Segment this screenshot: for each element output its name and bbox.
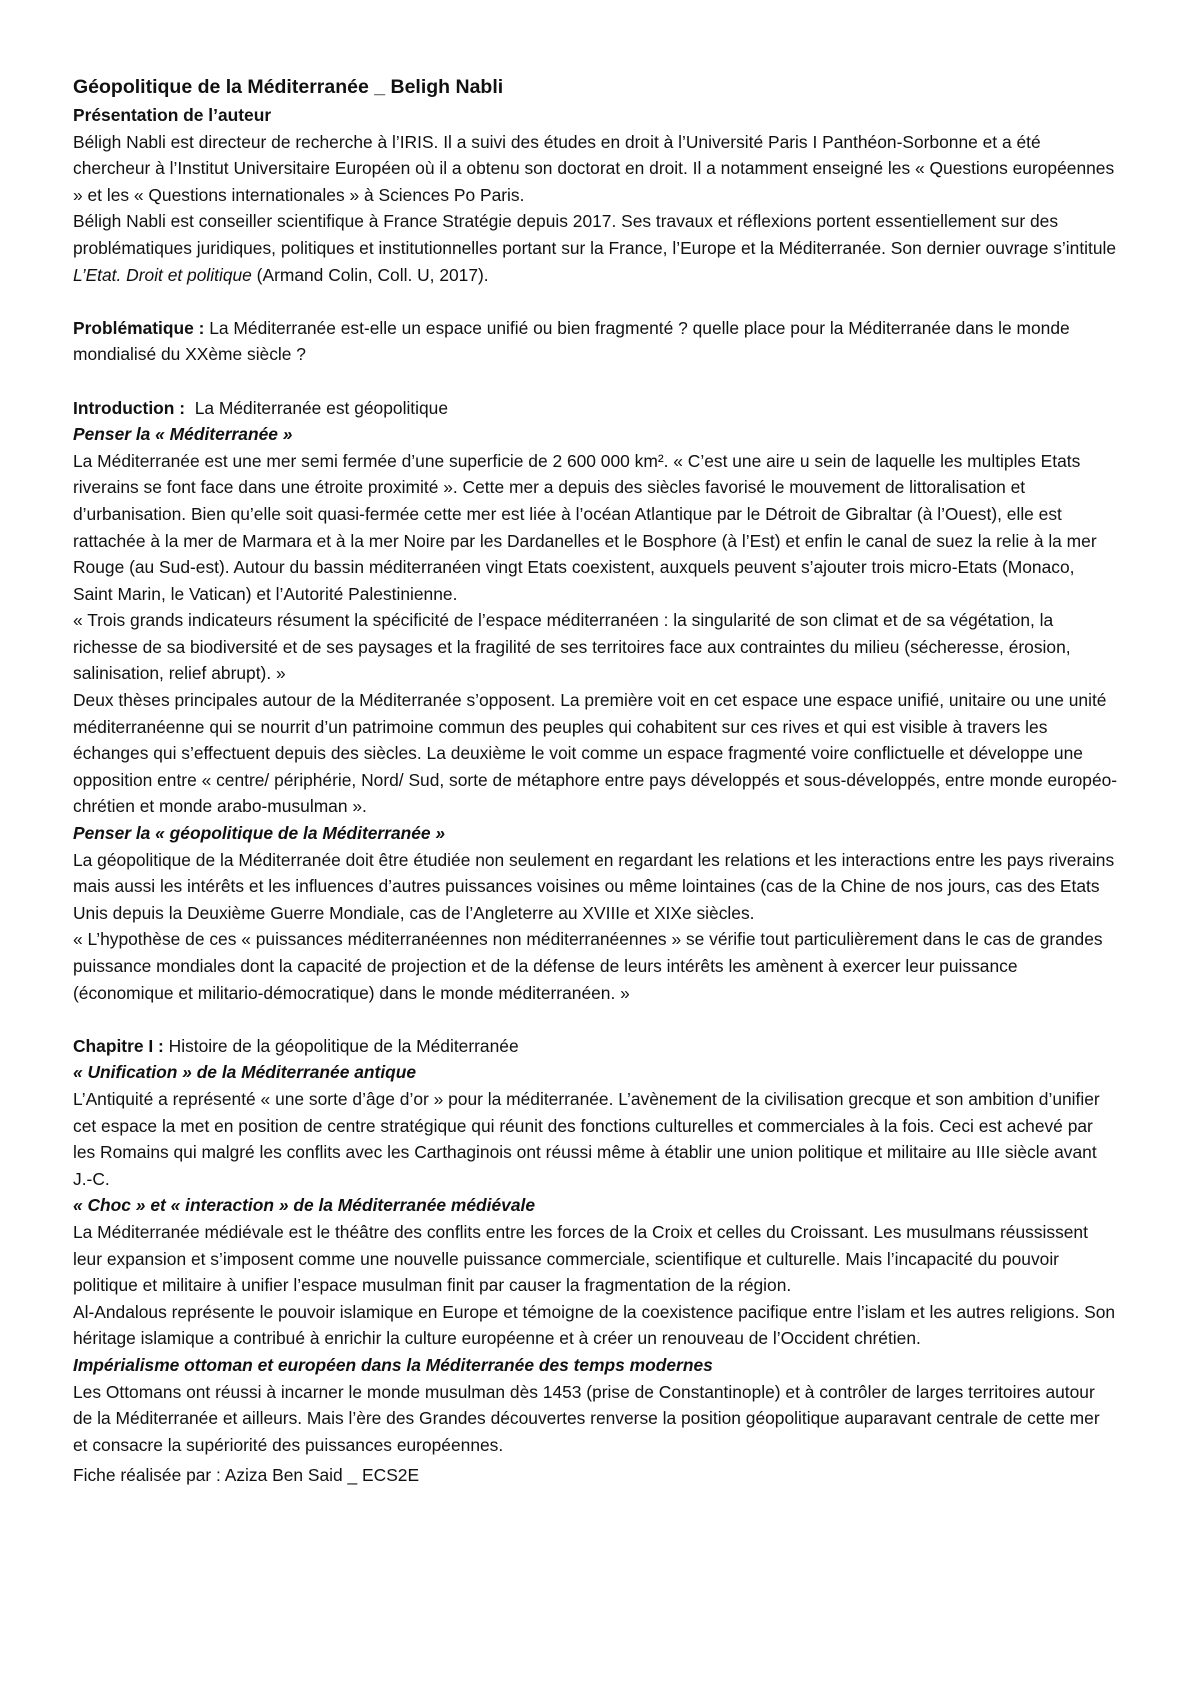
book-publisher: (Armand Colin, Coll. U, 2017). (251, 264, 489, 285)
chapter-1-paragraph-2: La Méditerranée médiévale est le théâtre des conflits entre les forces de la Croix et celles du Croissant. Les musulmans réussissent leur expansion et s’imposent comme une nouvelle puissance commerciale, scientifique et culturelle. Mais l’incapacité du pouvoir politique et militaire à unifier l’espace musulman finit par causer la fragmentation de la région. (73, 1221, 1088, 1296)
introduction-subheading-1: Penser la « Méditerranée » (73, 424, 293, 445)
presentation-text: Béligh Nabli est conseiller scientifique à France Stratégie depuis 2017. Ses travaux et réflexions portent essentiellement sur des problématiques juridiques, politiques et institutionnelles portant sur la France, l’Europe et la Méditerranée. Son dernier ouvrage s’intitule (73, 211, 1117, 258)
introduction-paragraph-3: Deux thèses principales autour de la Méditerranée s’opposent. La première voit en cet espace une espace unifié, unitaire ou une unité méditerranéenne qui se nourrit d’un patrimoine commun des peuples qui cohabitent sur ces rives et qui est visible à travers les échanges qui s’effectuent depuis des siècles. La deuxième le voit comme un espace fragmenté voire conflictuelle et développe une opposition entre « centre/ périphérie, Nord/ Sud, sorte de métaphore entre pays développés et sous-développés, entre monde européo-chrétien et monde arabo-musulman ». (73, 690, 1118, 817)
introduction-heading (73, 395, 1118, 422)
introduction-paragraph-2: « Trois grands indicateurs résument la spécificité de l’espace méditerranéen : la singularité de son climat et de sa végétation, la richesse de sa biodiversité et de ses paysages et la fragilité de ses territoires face aux contraintes du milieu (sécheresse, érosion, salinisation, relief abrupt). » (73, 610, 1071, 684)
presentation-paragraph-2 (73, 208, 1118, 288)
chapter-1-paragraph-4: Les Ottomans ont réussi à incarner le monde musulman dès 1453 (prise de Constantinople) et à contrôler de larges territoires autour de la Méditerranée et ailleurs. Mais l’ère des Grandes découvertes renverse la position géopolitique auparavant centrale de cette mer et consacre la supériorité des puissances européennes. (73, 1381, 1100, 1455)
spacer (73, 368, 1118, 395)
document-page (73, 72, 1118, 1489)
introduction-paragraph-5: « L’hypothèse de ces « puissances méditerranéennes non méditerranéennes » se vérifie tout particulièrement dans le cas de grandes puissance mondiales dont la capacité de projection et de la défense de leurs intérêts les amènent à exercer leur puissance (économique et militario-démocratique) dans le monde méditerranéen. » (73, 929, 1103, 1003)
presentation-heading: Présentation de l’auteur (73, 105, 272, 125)
document-title: Géopolitique de la Méditerranée _ Beligh Nabli (73, 76, 504, 98)
introduction-paragraph-1: La Méditerranée est une mer semi fermée d’une superficie de 2 600 000 km². « C’est une aire u sein de laquelle les multiples Etats riverains se font face dans une étroite proximité ». Cette mer a depuis des siècles favorisé le mouvement de littoralisation et d’urbanisation. Bien qu’elle soit quasi-fermée cette mer est liée à l’océan Atlantique par le Détroit de Gibraltar (à l’Ouest), elle est rattachée à la mer de Marmara et à la mer Noire par les Dardanelles et le Bosphore (à l’Est) et enfin le canal de suez la relie à la mer Rouge (au Sud-est). Autour du bassin méditerranéen vingt Etats coexistent, auxquels peuvent s’ajouter trois micro-Etats (Monaco, Saint Marin, le Vatican) et l’Autorité Palestinienne. (73, 450, 1097, 604)
footer-author: Fiche réalisée par : Aziza Ben Said _ ECS2E (73, 1465, 420, 1486)
introduction-title: La Méditerranée est géopolitique (185, 397, 449, 418)
chapter-1-heading (73, 1033, 1118, 1060)
chapter-1-paragraph-3: Al-Andalous représente le pouvoir islamique en Europe et témoigne de la coexistence pacifique entre l’islam et les autres religions. Son héritage islamique a contribué à enrichir la culture européenne et à créer un renouveau de l’Occident chrétien. (73, 1301, 1116, 1349)
problematique-paragraph (73, 315, 1118, 368)
spacer (73, 288, 1118, 315)
chapter-1-title: Histoire de la géopolitique de la Méditerranée (163, 1035, 519, 1056)
problematique-text: La Méditerranée est-elle un espace unifié ou bien fragmenté ? quelle place pour la Méditerranée dans le monde mondialisé du XXème siècle ? (73, 317, 1070, 365)
introduction-label: Introduction : (73, 397, 186, 418)
introduction-subheading-2: Penser la « géopolitique de la Méditerranée » (73, 823, 446, 844)
book-title: L’Etat. Droit et politique (73, 264, 252, 285)
introduction-paragraph-4: La géopolitique de la Méditerranée doit être étudiée non seulement en regardant les relations et les interactions entre les pays riverains mais aussi les intérêts et les influences d’autres puissances voisines ou même lointaines (cas de la Chine de nos jours, cas des Etats Unis depuis la Deuxième Guerre Mondiale, cas de l’Angleterre au XVIIIe et XIXe siècles. (73, 849, 1115, 923)
chapter-1-subheading-1: « Unification » de la Méditerranée antique (73, 1062, 417, 1083)
problematique-label: Problématique : (73, 317, 205, 338)
chapter-1-subheading-2: « Choc » et « interaction » de la Méditerranée médiévale (73, 1195, 535, 1216)
chapter-1-paragraph-1: L’Antiquité a représenté « une sorte d’âge d’or » pour la méditerranée. L’avènement de la civilisation grecque et son ambition d’unifier cet espace la met en position de centre stratégique qui réunit des fonctions culturelles et commerciales à la fois. Ceci est achevé par les Romains qui malgré les conflits avec les Carthaginois ont réussi même à établir une union politique et militaire au IIIe siècle avant J.-C. (73, 1088, 1116, 1189)
chapter-1-subheading-3: Impérialisme ottoman et européen dans la Méditerranée des temps modernes (73, 1354, 713, 1375)
presentation-paragraph-1: Béligh Nabli est directeur de recherche à l’IRIS. Il a suivi des études en droit à l’Université Paris I Panthéon-Sorbonne et a été chercheur à l’Institut Universitaire Européen où il a obtenu son doctorat en droit. Il a notamment enseigné les « Questions européennes » et les « Questions internationales » à Sciences Po Paris. (73, 131, 1115, 205)
spacer (73, 1006, 1118, 1033)
chapter-1-label: Chapitre I : (73, 1035, 164, 1056)
